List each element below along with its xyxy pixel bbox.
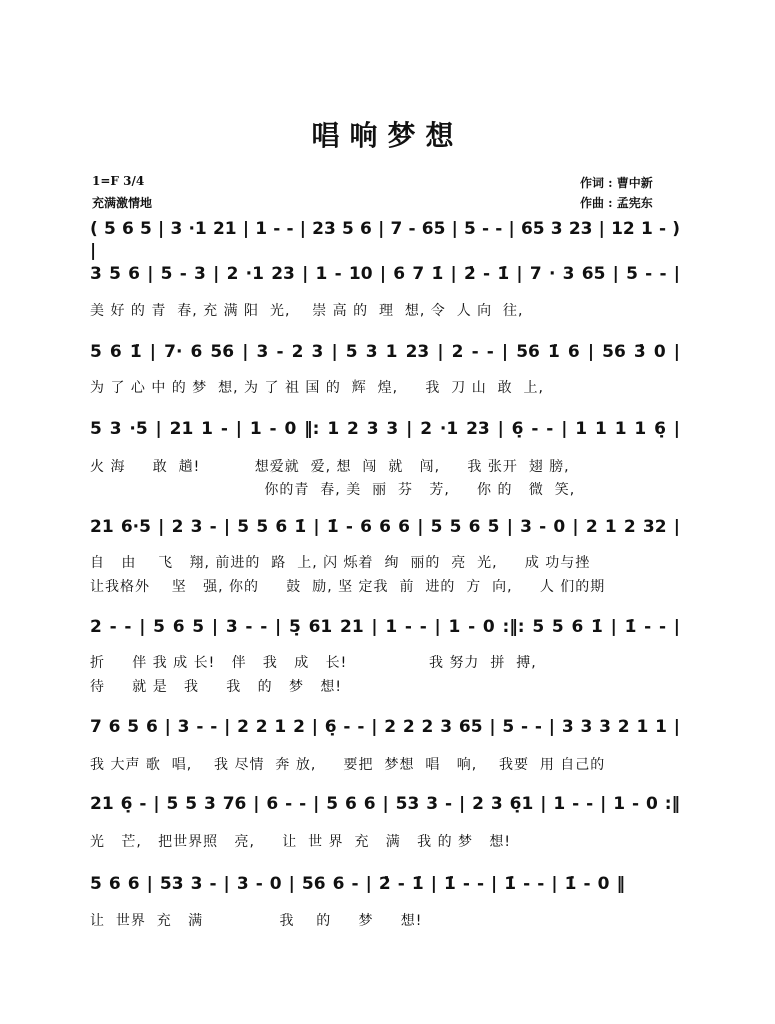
lyrics-line: 让 世界 充 满 我 的 梦 想! [90, 913, 423, 929]
lyrics-line: 自 由 飞 翔, 前进的 路 上, 闪 烁着 绚 丽的 亮 光, 成 功与挫 [90, 555, 591, 571]
lyrics-line: 火 海 敢 趟! 想爱就 爱, 想 闯 就 闯, 我 张开 翅 膀, [90, 459, 570, 475]
notation-line-final [90, 873, 625, 895]
key-time-signature: 1=F 3/4 [92, 174, 145, 188]
song-title: 唱响梦想 [311, 119, 464, 152]
expression-marking: 充满激情地 [92, 196, 153, 210]
notation-line [90, 716, 680, 738]
lyrics-line: 折 伴 我 成 长! 伴 我 成 长! 我 努力 拼 搏, [90, 655, 537, 671]
notation-line [90, 616, 680, 638]
notation-text: 5 6 6 | 53 3 - | 3 - 0 | 56 6 - | 2̇ - 1̇ | 1̇ - - | 1̇ - - | 1̇ - 0 ‖ [90, 874, 625, 894]
lyrics-line: 美 好 的 青 春, 充 满 阳 光, 崇 高 的 理 想, 令 人 向 往, [90, 303, 524, 319]
notation-text: 2 - - | 5 6 5 | 3 - - | 5̣ 61 21 | 1 - - | 1 - 0 :‖: 5 5 6 1̇ | 1̇ - - | [90, 617, 680, 637]
notation-line [90, 263, 680, 285]
composer-credit: 作曲 : 孟宪东 [580, 196, 653, 210]
notation-text: 7 6 5 6 | 3 - - | 2 2 1 2 | 6̣ - - | 2 2 2 3 65 | 5 - - | 3 3 3 2 1 1 | [90, 717, 680, 737]
notation-text: 5 3 ·5 | 21 1 - | 1 - 0 ‖: 1 2 3 3 | 2 ·1 23 | 6̣ - - | 1 1 1 1 6̣ | [90, 419, 680, 439]
notation-text: 21 6·5 | 2 3 - | 5 5 6 1̇ | 1̇ - 6 6 6 | 5 5 6 5̇ | 3 - 0 | 2 1 2 32 | [90, 517, 680, 537]
lyrics-line: 为 了 心 中 的 梦 想, 为 了 祖 国 的 辉 煌, 我 刀 山 敢 上, [90, 380, 544, 396]
notation-line [90, 341, 680, 363]
lyrics-line: 光 芒, 把世界照 亮, 让 世 界 充 满 我 的 梦 想! [90, 834, 512, 850]
notation-text: 5 6 1̇ | 7· 6 56 | 3 - 2 3 | 5 3 1 23 | 2 - - | 56 1̇ 6 | 56 3̇ 0 | [90, 342, 680, 362]
lyrics-line-verse2: 你的青 春, 美 丽 芬 芳, 你 的 微 笑, [90, 482, 576, 498]
notation-line [90, 516, 680, 538]
lyrics-line: 我 大声 歌 唱, 我 尽情 奔 放, 要把 梦想 唱 响, 我要 用 自己的 [90, 757, 606, 773]
notation-text: ( 5 6 5 | 3 ·1 21 | 1 - - | 23 5 6 | 7 - 65 | 5 - - | 65 3 23 | 12 1 - ) | [90, 219, 680, 261]
notation-line [90, 793, 680, 815]
lyrics-line-verse2: 待 就 是 我 我 的 梦 想! [90, 679, 342, 695]
lyricist-credit: 作词 : 曹中新 [580, 176, 653, 190]
notation-text: 21 6̣ - | 5 5 3 76 | 6 - - | 5 6 6 | 53 3 - | 2 3 6̣1 | 1 - - | 1 - 0 :‖ [90, 794, 680, 814]
lyrics-line-verse2: 让我格外 坚 强, 你的 鼓 励, 坚 定我 前 进的 方 向, 人 们的期 [90, 579, 606, 595]
notation-line [90, 418, 680, 440]
notation-text: 3 5 6 | 5 - 3 | 2 ·1 23 | 1 - 10 | 6 7 1̇ | 2̇ - 1̇ | 7 · 3 65 | 5 - - | [90, 264, 680, 284]
notation-line-intro [90, 218, 680, 262]
